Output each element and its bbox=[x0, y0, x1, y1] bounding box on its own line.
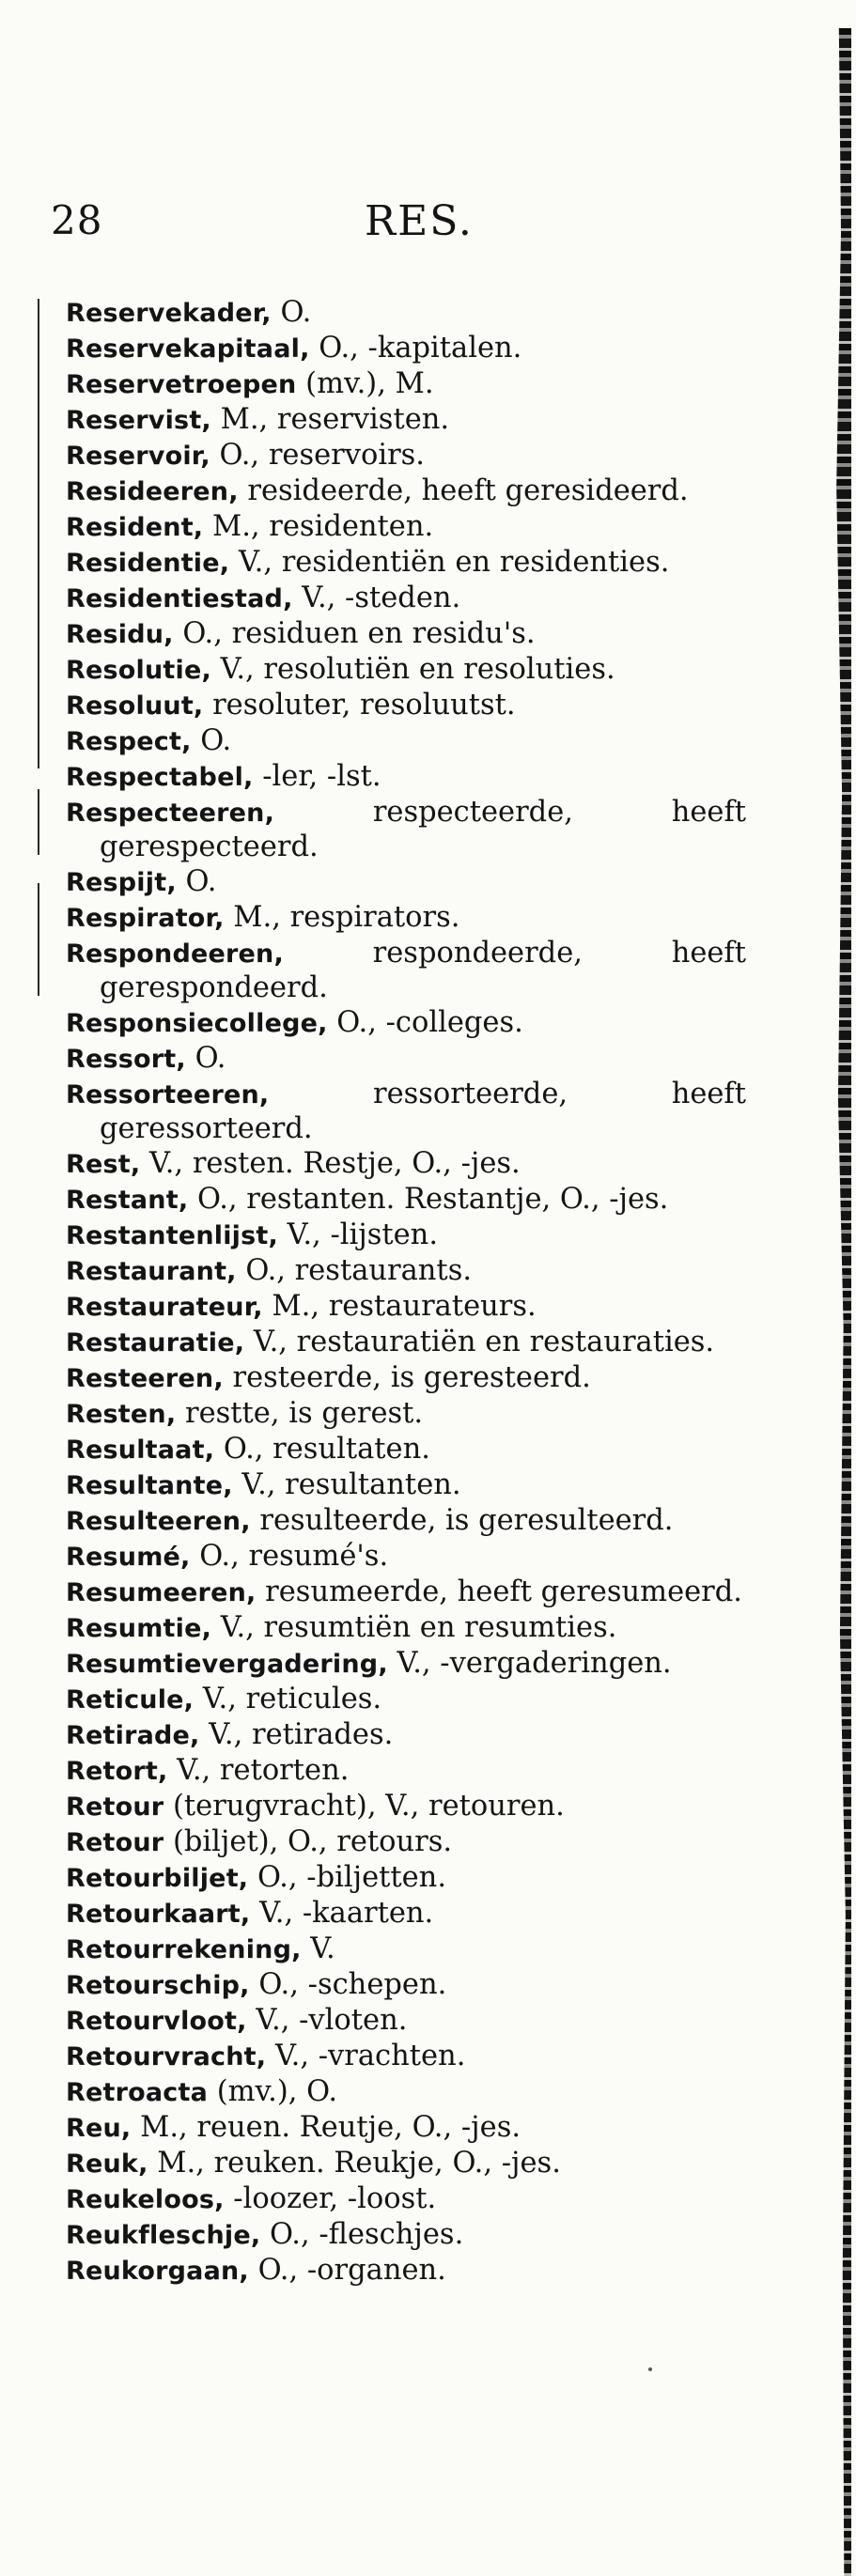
dictionary-entry bbox=[66, 1504, 746, 1539]
dictionary-entry bbox=[66, 474, 746, 509]
dictionary-entry bbox=[66, 2182, 746, 2217]
entry-definition: (mv.), O. bbox=[216, 2075, 338, 2108]
dictionary-entry bbox=[66, 1290, 746, 1325]
dictionary-entry bbox=[66, 2111, 746, 2146]
entry-definition: O., -organen. bbox=[257, 2254, 446, 2287]
entry-headword: Restauratie, bbox=[66, 1328, 245, 1358]
entry-headword: Retour bbox=[66, 1828, 164, 1857]
entry-definition: M., reservisten. bbox=[220, 403, 450, 436]
dictionary-entry bbox=[66, 653, 746, 688]
entry-headword: Retourrekening, bbox=[66, 1935, 302, 1964]
dictionary-entry bbox=[66, 1718, 746, 1753]
page-spine-shadow bbox=[831, 28, 851, 2576]
dictionary-entry bbox=[66, 439, 746, 473]
dictionary-entry bbox=[66, 1540, 746, 1575]
entry-headword: Resultante, bbox=[66, 1471, 233, 1500]
dictionary-entry bbox=[66, 1575, 746, 1610]
dictionary-entry bbox=[66, 1825, 746, 1860]
entry-list bbox=[66, 296, 746, 2289]
dictionary-entry bbox=[66, 2075, 746, 2110]
entry-headword: Resident, bbox=[66, 513, 204, 542]
entry-definition: O. bbox=[195, 1042, 226, 1075]
entry-headword: Respirator, bbox=[66, 904, 225, 933]
entry-definition: O. bbox=[200, 724, 232, 757]
entry-definition: V., -vergaderingen. bbox=[397, 1647, 672, 1680]
dictionary-entry bbox=[66, 367, 746, 402]
entry-headword: Reukorgaan, bbox=[66, 2257, 249, 2286]
entry-headword: Resumtievergadering, bbox=[66, 1650, 388, 1679]
entry-definition: V., retirades. bbox=[209, 1718, 394, 1751]
entry-headword: Resideeren, bbox=[66, 477, 239, 506]
entry-definition: respecteerde, heeft gerespecteerd. bbox=[100, 796, 746, 863]
dictionary-entry bbox=[66, 1754, 746, 1789]
entry-definition: O. bbox=[280, 296, 312, 329]
dictionary-entry bbox=[66, 1078, 746, 1146]
dictionary-entry bbox=[66, 1861, 746, 1896]
entry-headword: Restaurateur, bbox=[66, 1293, 263, 1322]
entry-headword: Reukfleschje, bbox=[66, 2221, 261, 2250]
entry-headword: Retourvracht, bbox=[66, 2042, 267, 2072]
entry-headword: Reu, bbox=[66, 2114, 132, 2143]
entry-headword: Restaurant, bbox=[66, 1257, 237, 1286]
dictionary-entry bbox=[66, 1006, 746, 1041]
dictionary-entry bbox=[66, 296, 746, 331]
entry-definition: O., -kapitalen. bbox=[319, 332, 522, 365]
dictionary-entry bbox=[66, 1254, 746, 1289]
ink-dot bbox=[648, 2367, 652, 2371]
entry-definition: M., reuen. Reutje, O., -jes. bbox=[140, 2111, 521, 2144]
entry-definition: -ler, -lst. bbox=[262, 760, 381, 793]
entry-definition: M., respirators. bbox=[233, 901, 460, 934]
entry-headword: Reservoir, bbox=[66, 442, 210, 471]
dictionary-entry bbox=[66, 1433, 746, 1467]
entry-definition: V., -lijsten. bbox=[287, 1218, 439, 1251]
dictionary-entry bbox=[66, 2040, 746, 2074]
entry-definition: O., restanten. Restantje, O., -jes. bbox=[197, 1183, 669, 1216]
entry-definition: O., resumé's. bbox=[199, 1540, 389, 1573]
dictionary-entry bbox=[66, 901, 746, 936]
entry-headword: Resolutie, bbox=[66, 656, 211, 685]
dictionary-entry bbox=[66, 582, 746, 616]
entry-definition: resumeerde, heeft geresumeerd. bbox=[265, 1575, 742, 1608]
entry-headword: Restant, bbox=[66, 1186, 189, 1215]
entry-definition: O., residuen en residu's. bbox=[182, 617, 536, 650]
entry-headword: Reservetroepen bbox=[66, 370, 297, 399]
running-head: RES. bbox=[365, 197, 474, 245]
dictionary-entry bbox=[66, 1397, 746, 1432]
entry-headword: Residentiestad, bbox=[66, 584, 293, 613]
dictionary-entry bbox=[66, 617, 746, 652]
dictionary-entry bbox=[66, 403, 746, 438]
entry-headword: Retour bbox=[66, 1792, 164, 1822]
entry-definition: V., -steden. bbox=[302, 582, 461, 614]
dictionary-entry bbox=[66, 2147, 746, 2181]
entry-headword: Reservekader, bbox=[66, 299, 272, 328]
entry-definition: V., -vloten. bbox=[256, 2004, 408, 2037]
entry-headword: Reuk, bbox=[66, 2149, 148, 2179]
entry-headword: Resulteeren, bbox=[66, 1507, 251, 1536]
entry-headword: Respecteeren, bbox=[66, 799, 275, 828]
dictionary-entry bbox=[66, 1183, 746, 1218]
entry-definition: V., -kaarten. bbox=[259, 1897, 434, 1930]
margin-rule bbox=[38, 789, 39, 855]
entry-headword: Resten, bbox=[66, 1400, 177, 1429]
entry-definition: V., restauratiën en restauraties. bbox=[253, 1326, 715, 1358]
entry-headword: Reticule, bbox=[66, 1685, 195, 1715]
dictionary-entry bbox=[66, 724, 746, 759]
dictionary-entry bbox=[66, 1326, 746, 1360]
entry-headword: Resoluut, bbox=[66, 691, 204, 721]
entry-headword: Resumeeren, bbox=[66, 1578, 257, 1607]
entry-headword: Retroacta bbox=[66, 2078, 209, 2107]
entry-headword: Resultaat, bbox=[66, 1435, 215, 1465]
entry-definition: O., -colleges. bbox=[336, 1006, 523, 1039]
entry-headword: Retirade, bbox=[66, 1721, 200, 1750]
entry-definition: (terugvracht), V., retouren. bbox=[173, 1790, 565, 1823]
dictionary-entry bbox=[66, 510, 746, 545]
entry-definition: V., resolutiën en resoluties. bbox=[220, 653, 615, 686]
entry-headword: Reservekapitaal, bbox=[66, 334, 310, 364]
dictionary-entry bbox=[66, 1790, 746, 1824]
entry-headword: Resumtie, bbox=[66, 1614, 212, 1643]
entry-headword: Respect, bbox=[66, 727, 192, 756]
entry-headword: Respijt, bbox=[66, 868, 177, 897]
dictionary-entry bbox=[66, 1147, 746, 1182]
entry-headword: Reukeloos, bbox=[66, 2185, 225, 2214]
dictionary-entry bbox=[66, 2004, 746, 2039]
entry-headword: Resteeren, bbox=[66, 1364, 224, 1393]
entry-definition: V. bbox=[310, 1932, 335, 1965]
entry-definition: (mv.), M. bbox=[305, 367, 434, 400]
dictionary-entry bbox=[66, 760, 746, 795]
entry-headword: Rest, bbox=[66, 1150, 141, 1179]
dictionary-entry bbox=[66, 1968, 746, 2003]
dictionary-entry bbox=[66, 2218, 746, 2253]
entry-definition: O. bbox=[185, 865, 217, 898]
dictionary-entry bbox=[66, 546, 746, 581]
entry-headword: Residu, bbox=[66, 620, 174, 649]
entry-headword: Respectabel, bbox=[66, 763, 254, 792]
entry-definition: resoluter, resoluutst. bbox=[212, 689, 516, 722]
dictionary-entry bbox=[66, 689, 746, 723]
dictionary-entry bbox=[66, 1683, 746, 1717]
entry-headword: Reservist, bbox=[66, 406, 211, 435]
entry-definition: V., -vrachten. bbox=[274, 2040, 466, 2072]
entry-definition: resteerde, is geresteerd. bbox=[232, 1361, 591, 1394]
dictionary-entry bbox=[66, 1897, 746, 1932]
entry-definition: O., reservoirs. bbox=[219, 439, 426, 472]
entry-headword: Retourkaart, bbox=[66, 1900, 251, 1929]
dictionary-entry bbox=[66, 937, 746, 1005]
dictionary-entry bbox=[66, 1468, 746, 1503]
entry-headword: Retort, bbox=[66, 1757, 168, 1786]
entry-definition: M., reuken. Reukje, O., -jes. bbox=[157, 2147, 561, 2180]
dictionary-entry bbox=[66, 1932, 746, 1967]
dictionary-entry bbox=[66, 1611, 746, 1646]
entry-headword: Retourbiljet, bbox=[66, 1864, 249, 1893]
entry-definition: V., resten. Restje, O., -jes. bbox=[149, 1147, 521, 1180]
entry-headword: Retourschip, bbox=[66, 1971, 250, 2000]
entry-definition: M., restaurateurs. bbox=[272, 1290, 537, 1323]
dictionary-entry bbox=[66, 1361, 746, 1396]
entry-headword: Ressort, bbox=[66, 1045, 186, 1074]
entry-definition: ressorteerde, heeft geressorteerd. bbox=[100, 1078, 746, 1145]
page-number: 28 bbox=[51, 197, 103, 243]
dictionary-entry bbox=[66, 1042, 746, 1077]
entry-definition: respondeerde, heeft gerespondeerd. bbox=[100, 937, 746, 1004]
entry-definition: (biljet), O., retours. bbox=[173, 1825, 453, 1858]
entry-definition: O., resultaten. bbox=[223, 1433, 430, 1466]
entry-definition: -loozer, -loost. bbox=[233, 2182, 437, 2215]
entry-definition: resideerde, heeft geresideerd. bbox=[247, 474, 689, 507]
entry-headword: Retourvloot, bbox=[66, 2007, 247, 2036]
entry-definition: V., residentiën en residenties. bbox=[238, 546, 670, 579]
entry-headword: Restantenlijst, bbox=[66, 1221, 278, 1250]
dictionary-entry bbox=[66, 2254, 746, 2289]
entry-definition: O., -schepen. bbox=[258, 1968, 447, 2001]
dictionary-entry bbox=[66, 796, 746, 864]
dictionary-entry bbox=[66, 332, 746, 366]
margin-rule bbox=[38, 299, 39, 768]
entry-definition: O., restaurants. bbox=[245, 1254, 473, 1287]
entry-definition: O., -fleschjes. bbox=[270, 2218, 464, 2251]
entry-headword: Respondeeren, bbox=[66, 939, 284, 969]
entry-definition: V., resultanten. bbox=[241, 1468, 461, 1501]
entry-definition: restte, is gerest. bbox=[184, 1397, 424, 1430]
entry-definition: M., residenten. bbox=[211, 510, 434, 543]
entry-definition: V., retorten. bbox=[177, 1754, 350, 1787]
entry-headword: Resumé, bbox=[66, 1543, 191, 1572]
margin-rule bbox=[38, 883, 39, 996]
dictionary-entry bbox=[66, 1647, 746, 1682]
entry-definition: O., -biljetten. bbox=[257, 1861, 447, 1894]
entry-headword: Residentie, bbox=[66, 549, 230, 578]
entry-definition: V., resumtiën en resumties. bbox=[220, 1611, 617, 1644]
dictionary-entry bbox=[66, 1218, 746, 1253]
entry-definition: resulteerde, is geresulteerd. bbox=[259, 1504, 674, 1537]
entry-headword: Responsiecollege, bbox=[66, 1009, 328, 1038]
entry-definition: V., reticules. bbox=[202, 1683, 382, 1715]
entry-headword: Ressorteeren, bbox=[66, 1080, 270, 1110]
dictionary-entry bbox=[66, 865, 746, 900]
